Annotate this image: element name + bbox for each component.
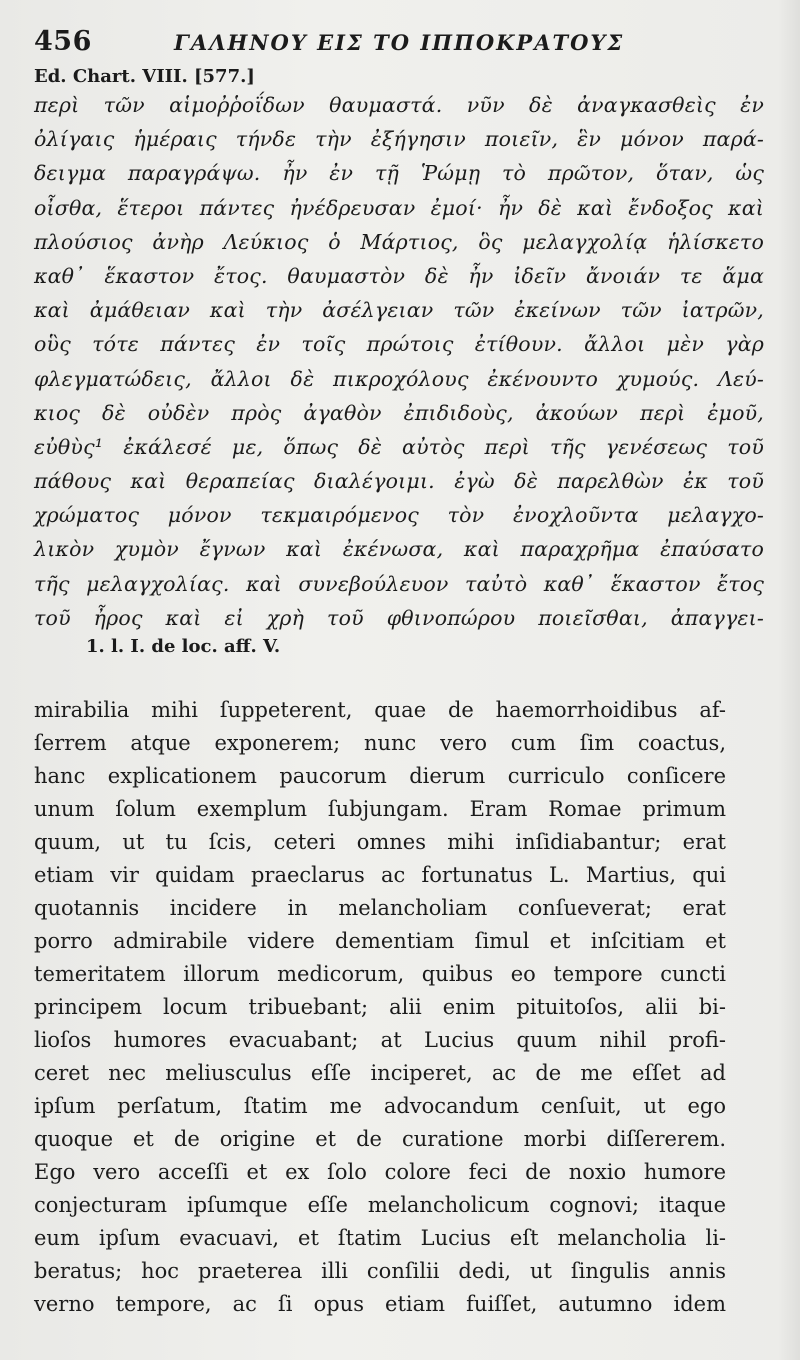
latin-line: etiam vir quidam praeclarus ac fortunatus L. Martius, qui [34,863,726,887]
greek-line: δειγμα παραγράψω. ἦν ἐν τῇ Ῥώμῃ τὸ πρῶτον, ὅταν, ὡς [34,161,764,186]
greek-line: καθ᾽ ἕκαστον ἔτος. θαυμαστὸν δὲ ἦν ἰδεῖν ἄνοιάν τε ἅμα [34,263,764,288]
latin-line: hanc explicationem paucorum dierum curriculo conſicere [34,764,726,788]
page-header [34,26,760,62]
greek-line: κιος δὲ οὐδὲν πρὸς ἀγαθὸν ἐπιδιδοὺς, ἀκούων περὶ ἐμοῦ, [34,400,764,425]
greek-line: τῆς μελαγχολίας. καὶ συνεβούλευον ταὐτὸ καθ᾽ ἕκαστον ἔτος [34,571,764,596]
footnote: 1. l. I. de loc. aff. V. [86,636,281,657]
running-title: ΓΑΛΗΝΟΥ ΕΙΣ ΤΟ ΙΠΠΟΚΡΑΤΟΥΣ [174,30,625,55]
greek-line: οὓς τότε πάντες ἐν τοῖς πρώτοις ἐτίθουν. ἄλλοι μὲν γὰρ [34,332,764,357]
greek-line: χρώματος μόνον τεκμαιρόμενος τὸν ἐνοχλοῦντα μελαγχο- [34,503,764,528]
greek-line: οἶσθα, ἕτεροι πάντες ἠνέδρευσαν ἐμοί· ἦν δὲ καὶ ἔνδοξος καὶ [34,195,764,220]
latin-text-block [34,694,726,1321]
latin-line: porro admirabile videre dementiam ſimul et inſcitiam et [34,929,726,953]
latin-line: verno tempore, ac ſi opus etiam fuiſſet, autumno idem [34,1292,726,1316]
latin-line: quum, ut tu ſcis, ceteri omnes mihi inſidiabantur; erat [34,830,726,854]
page-number: 456 [34,26,92,57]
greek-line: περὶ τῶν αἱμοῤῥοΐδων θαυμαστά. νῦν δὲ ἀναγκασθεὶς ἐν [34,93,764,117]
greek-line: εὐθὺς¹ ἐκάλεσέ με, ὅπως δὲ αὐτὸς περὶ τῆς γενέσεως τοῦ [34,434,764,459]
greek-line: τοῦ ἦρος καὶ εἰ χρὴ τοῦ φθινοπώρου ποιεῖσθαι, ἀπαγγει- [34,605,764,630]
greek-line: πλούσιος ἀνὴρ Λεύκιος ὁ Μάρτιος, ὃς μελαγχολίᾳ ἡλίσκετο [34,229,764,254]
greek-text-block [34,88,764,635]
latin-line: quotannis incidere in melancholiam conſueverat; erat [34,896,726,920]
edition-reference: Ed. Chart. VIII. [577.] [34,66,255,87]
latin-line: beratus; hoc praeterea illi conſilii dedi, ut ſingulis annis [34,1259,726,1283]
greek-line: ὀλίγαις ἡμέραις τήνδε τὴν ἐξήγησιν ποιεῖν, ἓν μόνον παρά- [34,127,764,152]
greek-line: φλεγματώδεις, ἄλλοι δὲ πικροχόλους ἐκένουντο χυμούς. Λεύ- [34,366,764,391]
latin-line: principem locum tribuebant; alii enim pituitoſos, alii bi- [34,995,726,1019]
latin-line: eum ipſum evacuavi, et ſtatim Lucius eſt melancholia li- [34,1226,726,1250]
latin-line: lioſos humores evacuabant; at Lucius quum nihil profi- [34,1028,726,1052]
latin-line: ceret nec meliusculus eſſe inciperet, ac de me eſſet ad [34,1061,726,1085]
greek-line: λικὸν χυμὸν ἔγνων καὶ ἐκένωσα, καὶ παραχρῆμα ἐπαύσατο [34,537,764,562]
latin-line: mirabilia mihi ſuppeterent, quae de haemorrhoidibus af- [34,698,726,722]
latin-line: quoque et de origine et de curatione morbi diſſererem. [34,1127,726,1151]
latin-line: temeritatem illorum medicorum, quibus eo tempore cuncti [34,962,726,986]
page-edge-shadow [778,0,800,1360]
latin-line: unum ſolum exemplum ſubjungam. Eram Romae primum [34,797,726,821]
latin-line: ſerrem atque exponerem; nunc vero cum ſim coactus, [34,731,726,755]
latin-line: ipſum perſatum, ſtatim me advocandum cenſuit, ut ego [34,1094,726,1118]
greek-line: πάθους καὶ θεραπείας διαλέγοιμι. ἐγὼ δὲ παρελθὼν ἐκ τοῦ [34,469,764,494]
latin-line: conjecturam ipſumque eſſe melancholicum cognovi; itaque [34,1193,726,1217]
latin-line: Ego vero acceſſi et ex ſolo colore feci de noxio humore [34,1160,726,1184]
greek-line: καὶ ἀμάθειαν καὶ τὴν ἀσέλγειαν τῶν ἐκείνων τῶν ἰατρῶν, [34,298,764,323]
